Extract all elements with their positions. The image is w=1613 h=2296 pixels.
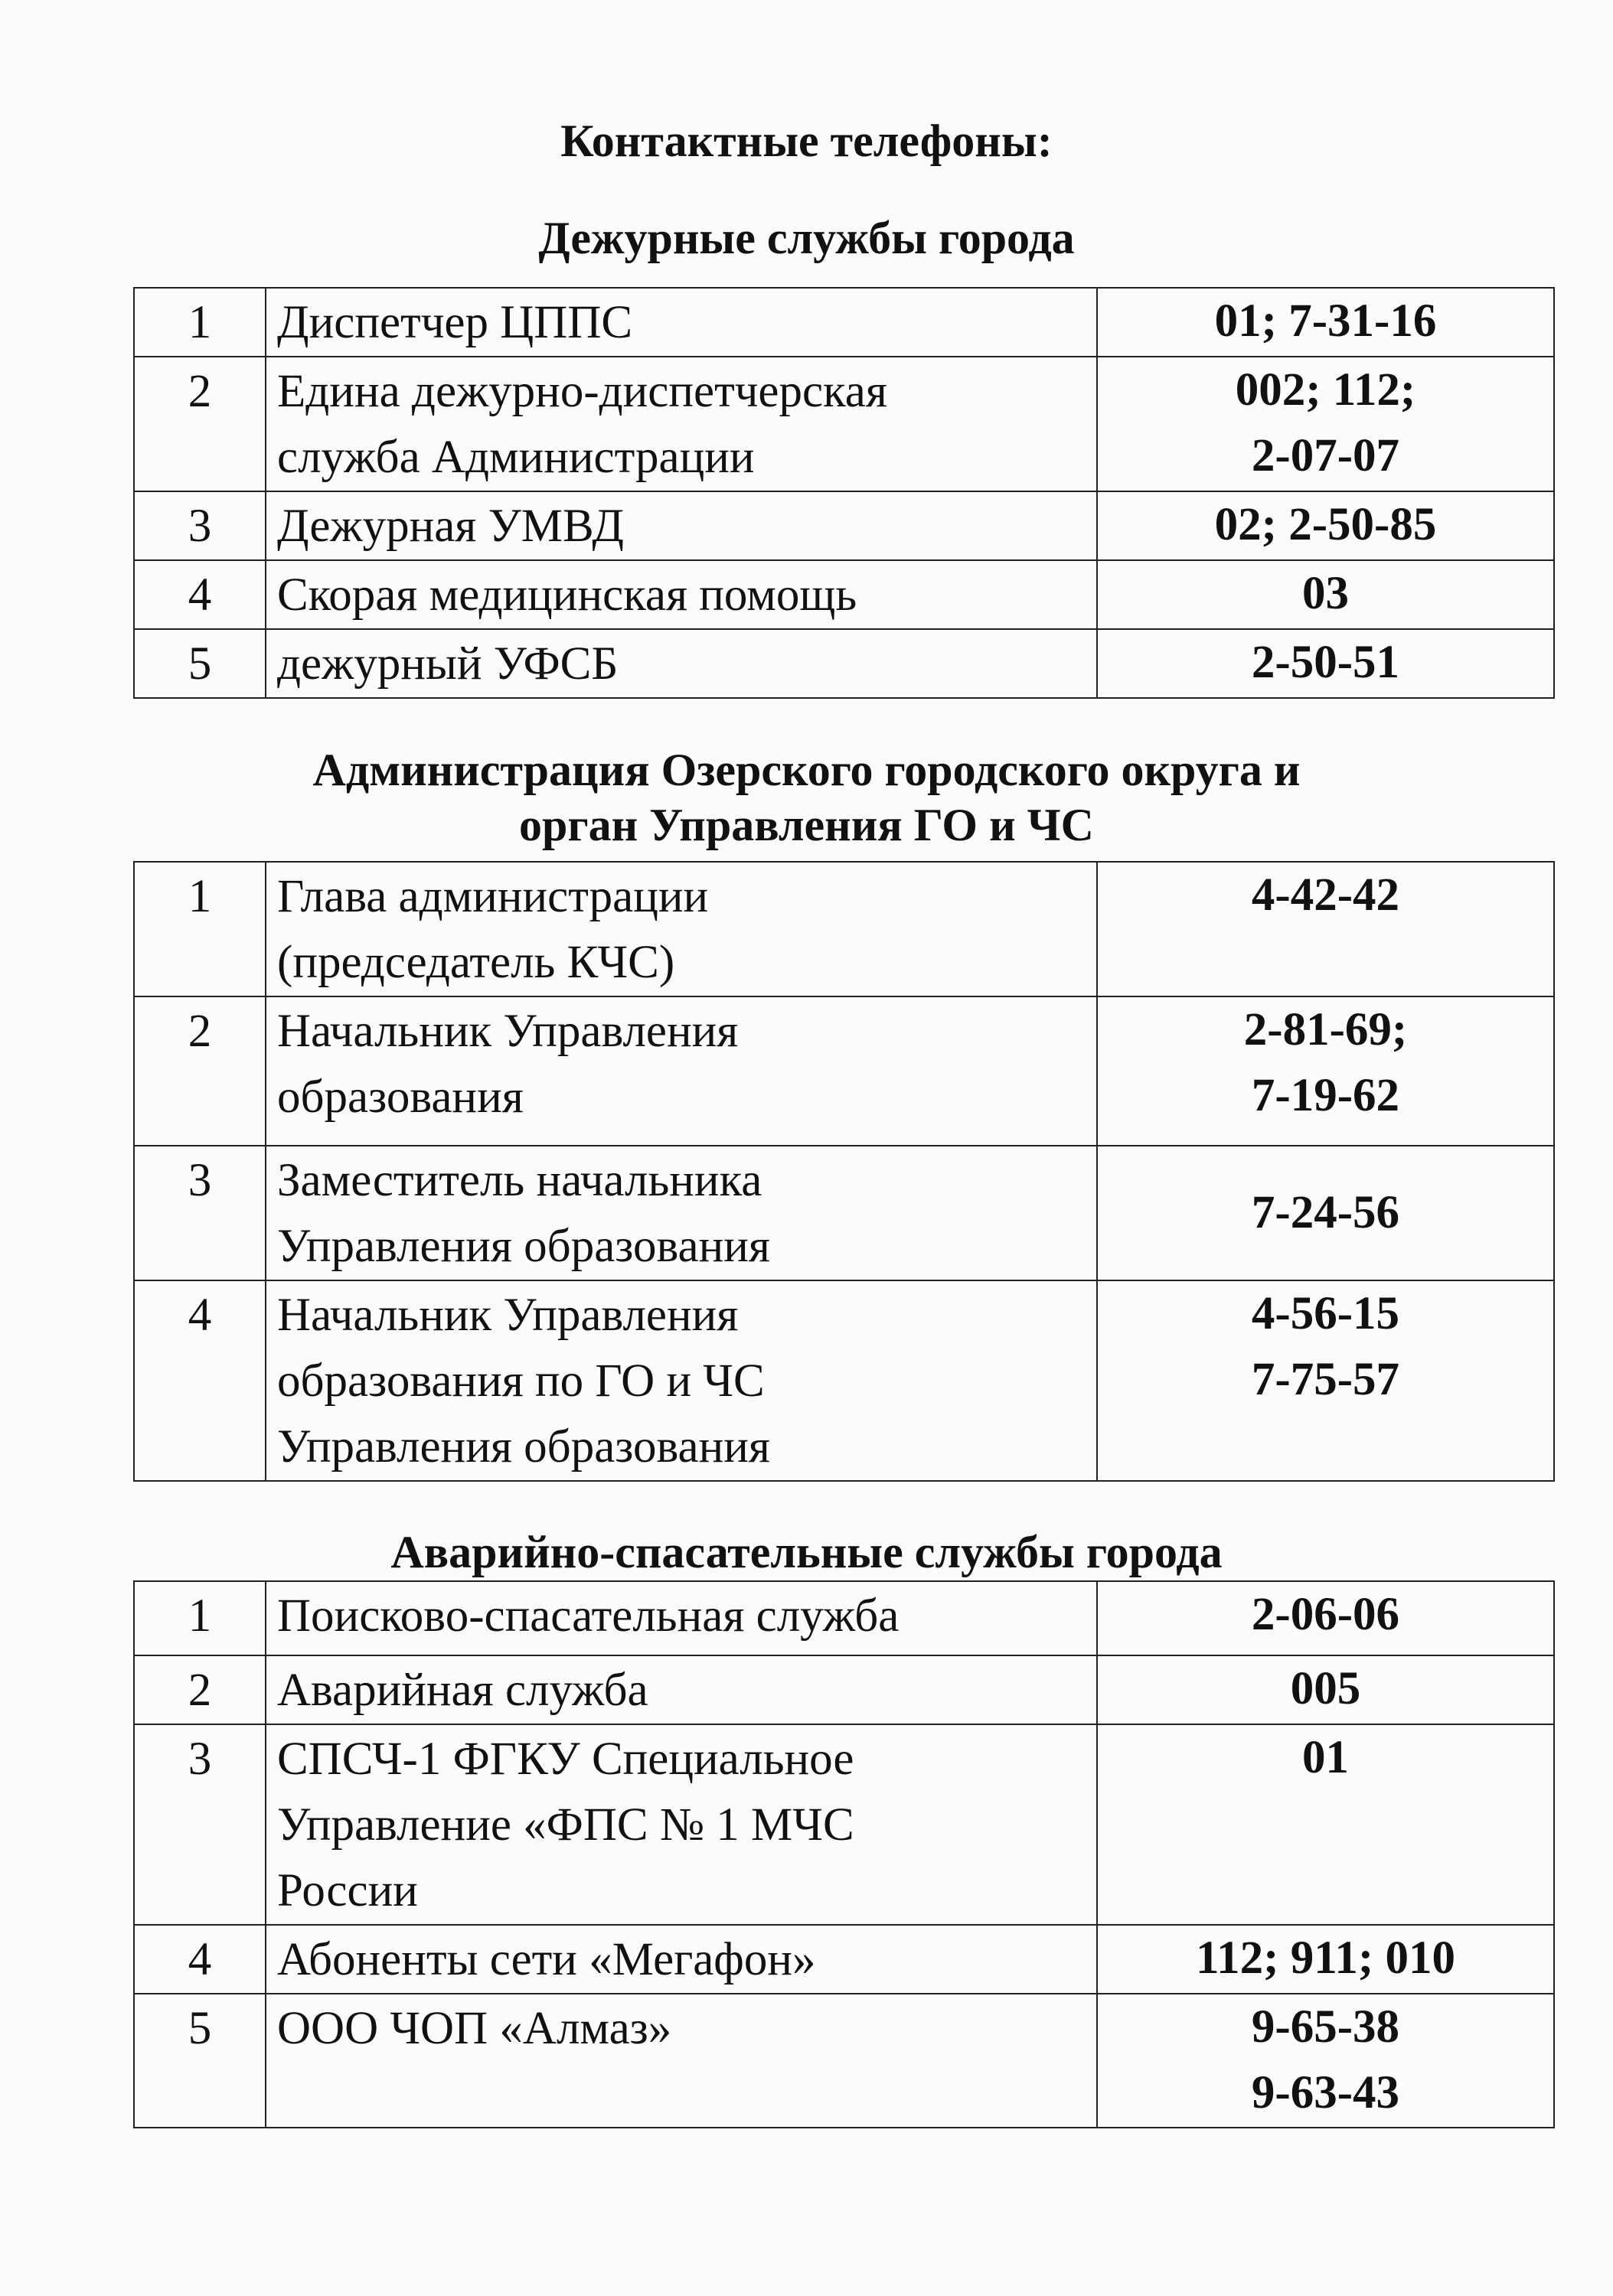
phone-numbers: 2-81-69; 7-19-62 <box>1097 996 1554 1146</box>
phone-numbers: 01 <box>1097 1724 1554 1925</box>
table-row <box>134 1994 1554 2128</box>
duty-services-table <box>133 287 1555 699</box>
section-heading-administration: Администрация Озерского городского округа и орган Управления ГО и ЧС <box>312 745 1301 850</box>
table-row <box>134 862 1554 996</box>
row-number: 2 <box>134 996 266 1146</box>
phone-numbers: 4-56-15 7-75-57 <box>1097 1280 1554 1481</box>
service-name: Едина дежурно-диспетчерская служба Администрации <box>266 357 1097 491</box>
row-number: 4 <box>134 560 266 629</box>
row-number: 3 <box>134 1724 266 1925</box>
service-name: Заместитель начальника Управления образования <box>266 1146 1097 1280</box>
administration-table <box>133 861 1555 1482</box>
row-number: 2 <box>134 357 266 491</box>
phone-numbers: 7-24-56 <box>1097 1146 1554 1280</box>
row-number: 1 <box>134 862 266 996</box>
service-name: Диспетчер ЦППС <box>266 288 1097 357</box>
service-name: Абоненты сети «Мегафон» <box>266 1925 1097 1994</box>
service-name: Скорая медицинская помощь <box>266 560 1097 629</box>
service-name: Глава администрации (председатель КЧС) <box>266 862 1097 996</box>
row-number: 3 <box>134 491 266 560</box>
phone-numbers: 2-06-06 <box>1097 1581 1554 1655</box>
service-name: СПСЧ-1 ФГКУ Специальное Управление «ФПС № 1 МЧС России <box>266 1724 1097 1925</box>
row-number: 5 <box>134 629 266 698</box>
table-row <box>134 1146 1554 1280</box>
phone-numbers: 005 <box>1097 1655 1554 1724</box>
row-number: 1 <box>134 1581 266 1655</box>
phone-numbers: 2-50-51 <box>1097 629 1554 698</box>
row-number: 5 <box>134 1994 266 2128</box>
row-number: 2 <box>134 1655 266 1724</box>
table-row <box>134 1655 1554 1724</box>
service-name: Поисково-спасательная служба <box>266 1581 1097 1655</box>
service-name: Начальник Управления образования по ГО и ЧС Управления образования <box>266 1280 1097 1481</box>
table-row <box>134 560 1554 629</box>
table-row <box>134 491 1554 560</box>
table-row <box>134 357 1554 491</box>
table-row <box>134 1581 1554 1655</box>
table-row <box>134 1724 1554 1925</box>
row-number: 3 <box>134 1146 266 1280</box>
rescue-services-table <box>133 1580 1555 2128</box>
phone-numbers: 112; 911; 010 <box>1097 1925 1554 1994</box>
row-number: 4 <box>134 1925 266 1994</box>
phone-numbers: 9-65-38 9-63-43 <box>1097 1994 1554 2128</box>
section-heading-rescue-services: Аварийно-спасательные службы города <box>390 1527 1223 1577</box>
row-number: 4 <box>134 1280 266 1481</box>
table-row <box>134 288 1554 357</box>
service-name: Аварийная служба <box>266 1655 1097 1724</box>
service-name: ООО ЧОП «Алмаз» <box>266 1994 1097 2128</box>
page-title: Контактные телефоны: <box>560 116 1053 166</box>
table-row <box>134 996 1554 1146</box>
service-name: Начальник Управления образования <box>266 996 1097 1146</box>
phone-numbers: 4-42-42 <box>1097 862 1554 996</box>
phone-numbers: 02; 2-50-85 <box>1097 491 1554 560</box>
table-row <box>134 1925 1554 1994</box>
phone-numbers: 002; 112; 2-07-07 <box>1097 357 1554 491</box>
phone-numbers: 03 <box>1097 560 1554 629</box>
phone-numbers: 01; 7-31-16 <box>1097 288 1554 357</box>
row-number: 1 <box>134 288 266 357</box>
service-name: дежурный УФСБ <box>266 629 1097 698</box>
table-row <box>134 1280 1554 1481</box>
table-row <box>134 629 1554 698</box>
section-heading-duty-services: Дежурные службы города <box>538 213 1075 263</box>
service-name: Дежурная УМВД <box>266 491 1097 560</box>
